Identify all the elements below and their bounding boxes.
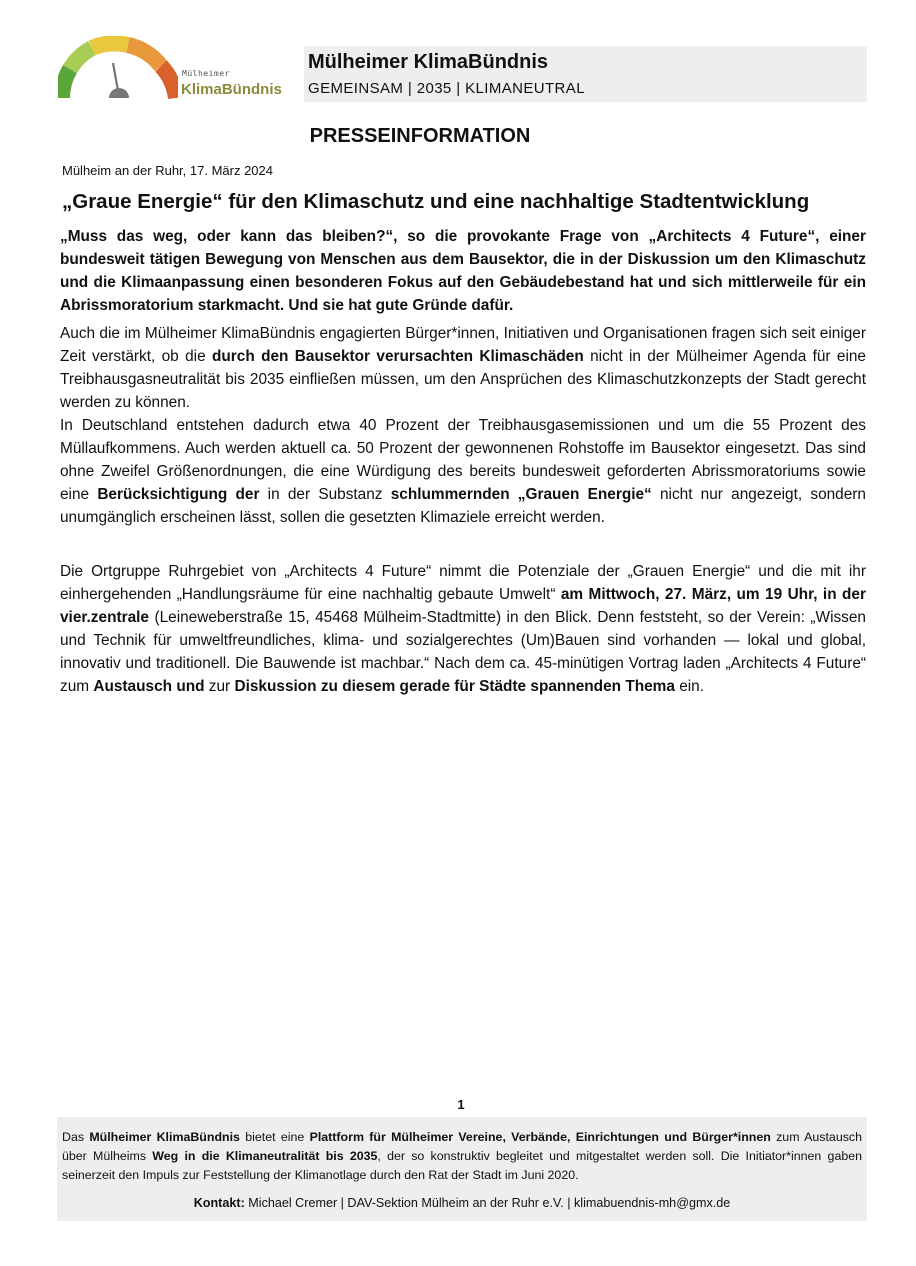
lead-paragraph: „Muss das weg, oder kann das bleiben?“, so die provokante Frage von „Architects 4 Future“, einer bundesweit tätigen Bewegung von Menschen aus dem Bausektor, die in der Diskussion um den Klimaschutz und die Klimaanpassung einen besonderen Fokus auf den Gebäudebestand hat und sich mittlerweile für ein Abrissmoratorium starkmacht. Und sie hat gute Gründe dafür. bbox=[60, 228, 866, 314]
klimabuendnis-logo bbox=[58, 36, 288, 102]
header-box bbox=[304, 46, 867, 102]
emphasis: Austausch und bbox=[93, 677, 205, 695]
logo-brand-text: KlimaBündnis bbox=[181, 81, 282, 98]
emphasis: schlummernden „Grauen Energie“ bbox=[390, 485, 652, 503]
paragraph-1: Auch die im Mülheimer KlimaBündnis engagierten Bürger*innen, Initiativen und Organisationen fragen sich seit einiger Zeit verstärkt, ob die durch den Bausektor verursachten Klimaschäden nicht in der Mülheimer Agenda für eine Treibhausgasneutralität bis 2035 einfließen müssen, um den Ansprüchen des Klimaschutzkonzepts der Stadt gerecht werden zu können. bbox=[60, 325, 866, 411]
emphasis: durch den Bausektor verursachten Klimaschäden bbox=[211, 347, 584, 365]
contact-label: Kontakt: bbox=[193, 1196, 245, 1210]
logo-city-text: Mülheimer bbox=[182, 69, 230, 78]
emphasis: Berücksichtigung der bbox=[97, 485, 260, 503]
footer-box bbox=[57, 1117, 867, 1221]
contact-details: Michael Cremer | DAV-Sektion Mülheim an der Ruhr e.V. | klimabuendnis-mh@gmx.de bbox=[244, 1196, 731, 1210]
document-type-title: PRESSEINFORMATION bbox=[309, 125, 531, 147]
emphasis: Diskussion zu diesem gerade für Städte spannenden Thema bbox=[234, 677, 675, 695]
org-name: Mülheimer KlimaBündnis bbox=[308, 51, 549, 73]
paragraph-3: Die Ortgruppe Ruhrgebiet von „Architects 4 Future“ nimmt die Potenziale der „Grauen Energie“ und die mit ihr einhergehenden „Handlungsräume für eine nachhaltig gebaute Umwelt“ am Mittwoch, 27. März, um 19 Uhr, in der vier.zentrale (Leineweberstraße 15, 45468 Mülheim-Stadtmitte) in den Blick. Denn feststeht, so der Verein: „Wissen und Technik für umweltfreundliches, klima- und sozialgerechtes (Um)Bauen sind vorhanden — lokal und global, innovativ und traditionell. Die Bauwende ist machbar.“ Nach dem ca. 45-minütigen Vortrag laden „Architects 4 Future“ zum Austausch und zur Diskussion zu diesem gerade für Städte spannenden Thema ein. bbox=[60, 563, 866, 695]
page-number: 1 bbox=[457, 1097, 465, 1112]
tagline: GEMEINSAM | 2035 | KLIMANEUTRAL bbox=[308, 80, 585, 97]
dateline: Mülheim an der Ruhr, 17. März 2024 bbox=[62, 163, 273, 178]
event-details: am Mittwoch, 27. März, um 19 Uhr, in der vier.zentrale bbox=[60, 585, 866, 626]
contact-line bbox=[57, 1196, 867, 1210]
gauge-icon bbox=[58, 36, 178, 102]
paragraph-2: In Deutschland entstehen dadurch etwa 40 Prozent der Treibhausgasemissionen und um die 55 Prozent des Müllaufkommens. Auch werden aktuell ca. 50 Prozent der gewonnenen Rohstoffe im Bausektor eingesetzt. Das sind ohne Zweifel Größenordnungen, die eine Würdigung des bereits bundesweit geforderten Abrissmoratoriums sowie eine Berücksichtigung der in der Substanz schlummernden „Grauen Energie“ nicht nur angezeigt, sondern unumgänglich erscheinen lässt, sollen die gesetzten Klimaziele erreicht werden. bbox=[60, 417, 866, 526]
headline: „Graue Energie“ für den Klimaschutz und eine nachhaltige Stadtentwicklung bbox=[62, 190, 810, 213]
footer-description: Das Mülheimer KlimaBündnis bietet eine Plattform für Mülheimer Vereine, Verbände, Einrichtungen und Bürger*innen zum Austausch über Mülheims Weg in die Klimaneutralität bis 2035, der so konstruktiv begleitet und mitgestaltet werden soll. Die Initiator*innen gaben seinerzeit den Impuls zur Feststellung der Klimanotlage durch den Rat der Stadt im Juni 2020. bbox=[62, 1130, 863, 1182]
